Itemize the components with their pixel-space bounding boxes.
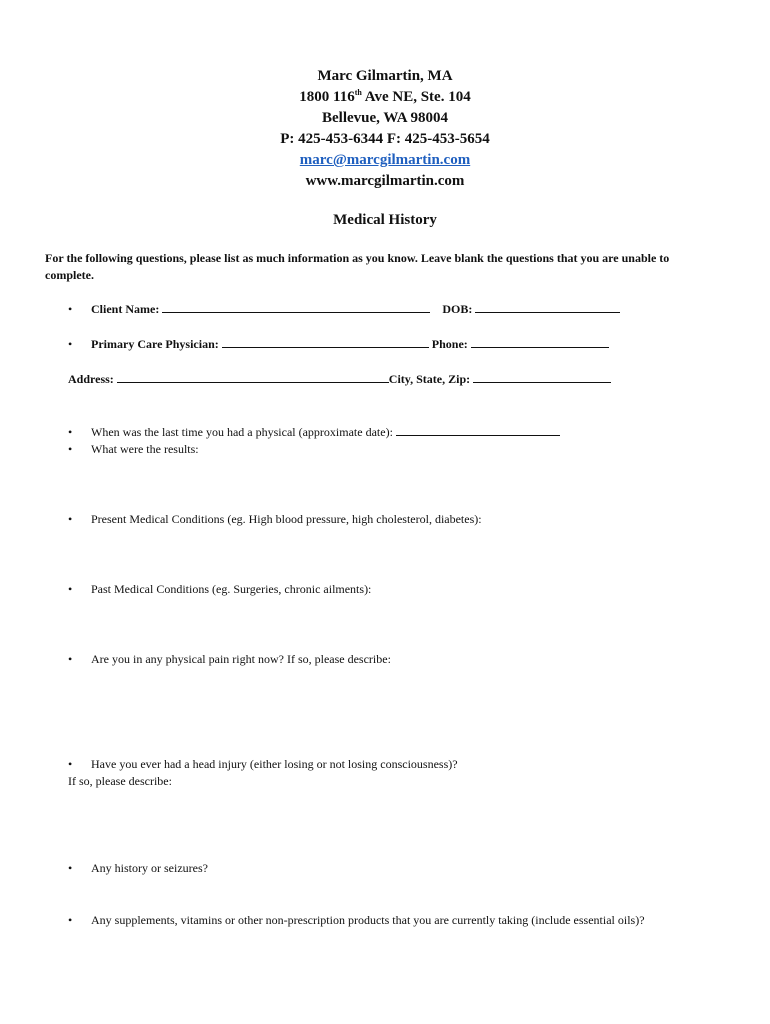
phone-field[interactable] bbox=[471, 336, 609, 348]
bullet: • bbox=[68, 757, 73, 771]
primary-care-label: Primary Care Physician: bbox=[91, 337, 219, 351]
seizures-question: Any history or seizures? bbox=[91, 861, 208, 875]
results-question: What were the results: bbox=[91, 442, 199, 456]
street-address: 1800 116th Ave NE, Ste. 104 bbox=[299, 88, 471, 105]
email-link[interactable]: marc@marcgilmartin.com bbox=[299, 152, 471, 168]
bullet: • bbox=[68, 913, 73, 927]
practitioner-name: Marc Gilmartin, MA bbox=[317, 68, 453, 84]
bullet: • bbox=[68, 861, 73, 875]
supplements-question: Any supplements, vitamins or other non-prescription products that you are currently taking (include essential oils)? bbox=[91, 913, 645, 927]
email-link-wrap bbox=[0, 150, 770, 171]
primary-care-field[interactable] bbox=[222, 336, 429, 348]
dob-field[interactable] bbox=[475, 301, 620, 313]
head-injury-followup: If so, please describe: bbox=[68, 774, 172, 788]
bullet: • bbox=[68, 442, 73, 456]
website: www.marcgilmartin.com bbox=[305, 173, 465, 189]
dob-label: DOB: bbox=[442, 302, 473, 316]
head-injury-question: Have you ever had a head injury (either losing or not losing consciousness)? bbox=[91, 757, 458, 771]
phone-label: Phone: bbox=[431, 337, 468, 351]
form-instructions: For the following questions, please list as much information as you know. Leave blank the questions that you are unable to complete. bbox=[45, 251, 670, 282]
city-state-zip-line: Bellevue, WA 98004 bbox=[322, 110, 448, 126]
bullet: • bbox=[68, 337, 73, 351]
client-name-label: Client Name: bbox=[91, 302, 160, 316]
bullet: • bbox=[68, 425, 73, 439]
address-label: Address: bbox=[68, 372, 114, 386]
city-state-zip-label: City, State, Zip: bbox=[388, 372, 471, 386]
client-name-field[interactable] bbox=[162, 301, 430, 313]
phone-fax-line: P: 425-453-6344 F: 425-453-5654 bbox=[280, 131, 490, 147]
address-row bbox=[68, 371, 611, 388]
form-title: Medical History bbox=[333, 212, 437, 228]
last-physical-question: When was the last time you had a physical (approximate date): bbox=[91, 425, 393, 439]
address-field[interactable] bbox=[117, 371, 389, 383]
bullet: • bbox=[68, 652, 73, 666]
present-conditions-question: Present Medical Conditions (eg. High blood pressure, high cholesterol, diabetes): bbox=[91, 512, 482, 526]
past-conditions-question: Past Medical Conditions (eg. Surgeries, chronic ailments): bbox=[91, 582, 372, 596]
physical-pain-question: Are you in any physical pain right now? If so, please describe: bbox=[91, 652, 391, 666]
bullet: • bbox=[68, 582, 73, 596]
bullet: • bbox=[68, 512, 73, 526]
bullet: • bbox=[68, 302, 73, 316]
last-physical-row bbox=[91, 424, 560, 441]
physician-row bbox=[91, 336, 609, 353]
client-name-row bbox=[91, 301, 620, 318]
city-state-zip-field[interactable] bbox=[473, 371, 611, 383]
last-physical-field[interactable] bbox=[396, 424, 560, 436]
